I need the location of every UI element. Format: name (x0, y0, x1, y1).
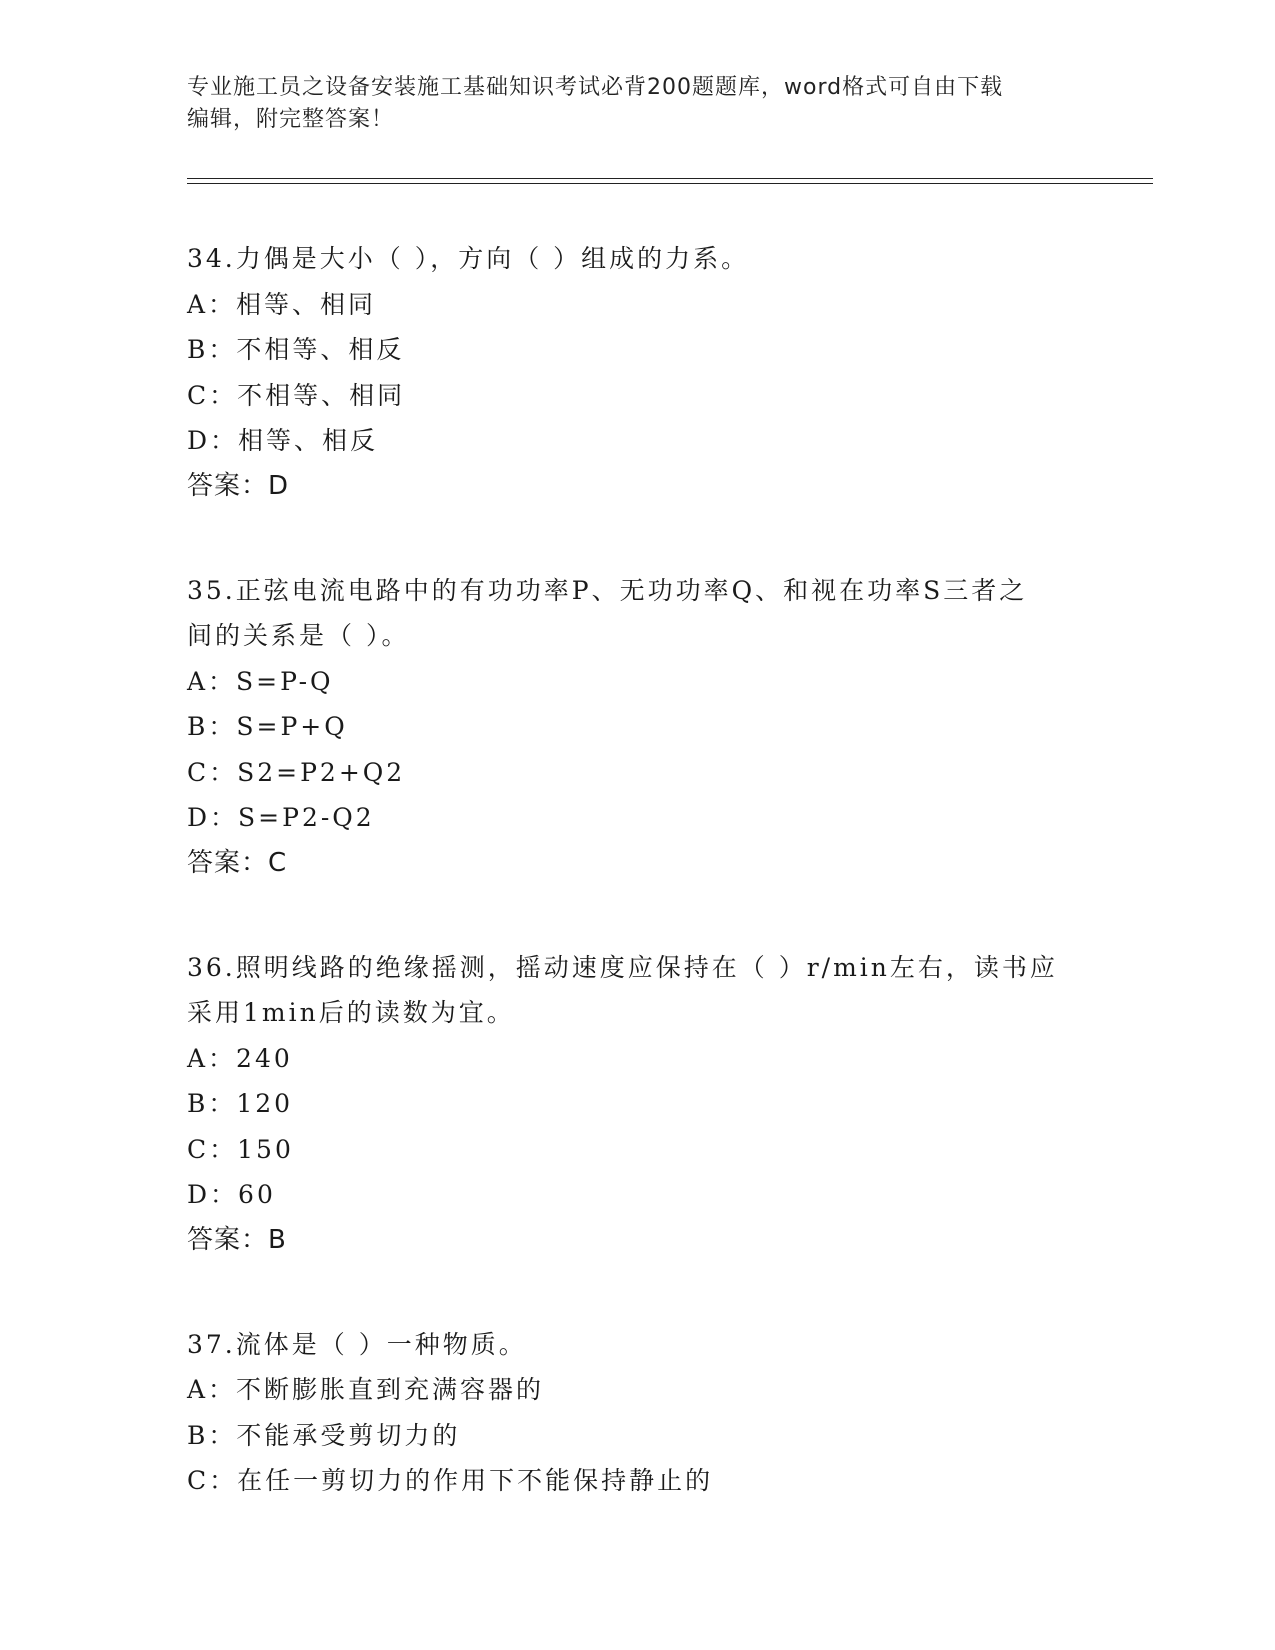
answer: 答案：D (187, 470, 290, 501)
option-c: C：150 (187, 1134, 294, 1164)
header-divider (187, 178, 1153, 179)
option-b: B：S=P+Q (187, 712, 348, 741)
option-a: A：相等、相同 (187, 289, 377, 319)
document-header (187, 72, 1087, 136)
option-b: B：不相等、相反 (187, 335, 405, 364)
option-c: C：S2=P2+Q2 (187, 757, 406, 787)
question-list (187, 236, 1087, 1563)
question-34 (187, 236, 1087, 509)
option-a: A：S=P-Q (187, 666, 334, 696)
answer: 答案：B (187, 1224, 287, 1255)
question-36 (187, 945, 1087, 1263)
answer: 答案：C (187, 847, 288, 878)
question-stem: 37.流体是（ ）一种物质。 (187, 1329, 527, 1359)
question-stem-continued: 采用1min后的读数为宜。 (187, 998, 515, 1027)
option-b: B：120 (187, 1089, 294, 1118)
option-d: D：60 (187, 1180, 276, 1209)
option-c: C：不相等、相同 (187, 380, 406, 410)
question-35 (187, 568, 1087, 886)
option-a: A：240 (187, 1043, 293, 1073)
header-line-2: 编辑，附完整答案！ (187, 107, 395, 132)
question-stem: 35.正弦电流电路中的有功功率P、无功功率Q、和视在功率S三者之 (187, 575, 1028, 605)
option-a: A：不断膨胀直到充满容器的 (187, 1375, 545, 1404)
option-d: D：相等、相反 (187, 426, 379, 455)
option-c: C：在任一剪切力的作用下不能保持静止的 (187, 1466, 714, 1495)
question-stem: 34.力偶是大小（ ），方向（ ）组成的力系。 (187, 244, 750, 273)
header-divider (187, 183, 1153, 184)
option-d: D：S=P2-Q2 (187, 803, 375, 832)
question-stem: 36.照明线路的绝缘摇测，摇动速度应保持在（ ）r/min左右，读书应 (187, 952, 1058, 982)
header-line-1: 专业施工员之设备安装施工基础知识考试必背200题题库，word格式可自由下载 (187, 75, 1004, 100)
option-b: B：不能承受剪切力的 (187, 1420, 461, 1450)
question-stem-continued: 间的关系是（ ）。 (187, 621, 410, 650)
question-37 (187, 1322, 1087, 1504)
